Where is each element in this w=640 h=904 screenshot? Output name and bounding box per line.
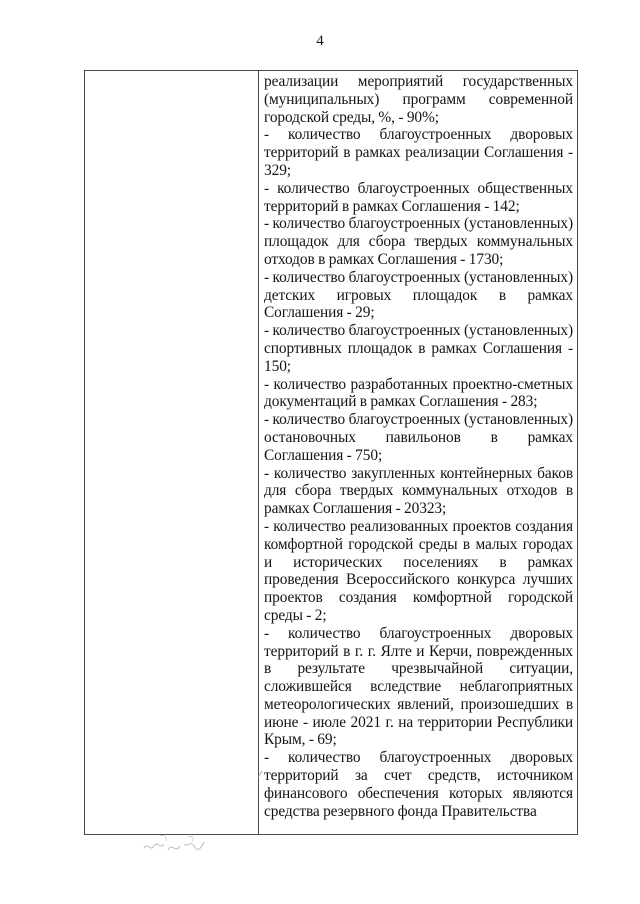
paragraph-item: - количество благоустроенных дворовых территорий в рамках реализации Соглашения - 329; bbox=[264, 126, 573, 179]
table-cell-left bbox=[85, 71, 259, 835]
handwritten-mark bbox=[140, 832, 210, 858]
paragraph-item: - количество благоустроенных (установленных) остановочных павильонов в рамках Соглашения - 750; bbox=[264, 411, 573, 464]
pen-mark bbox=[257, 770, 263, 778]
document-table bbox=[84, 70, 578, 835]
paragraph-item: - количество закупленных контейнерных баков для сбора твердых коммунальных отходов в рамках Соглашения - 20323; bbox=[264, 464, 573, 518]
page-number: 4 bbox=[316, 33, 324, 49]
paragraph-item: - количество благоустроенных общественных территорий в рамках Соглашения - 142; bbox=[264, 179, 573, 215]
paragraph-item: - количество благоустроенных (установленных) площадок для сбора твердых коммунальных отходов в рамках Соглашения - 1730; bbox=[264, 215, 573, 268]
table-row bbox=[85, 71, 578, 835]
paragraph-item: - количество реализованных проектов создания комфортной городской среды в малых городах и исторических поселениях в рамках проведения Всероссийского конкурса лучших проектов создания комфортной городской среды - 2; bbox=[264, 517, 573, 624]
paragraph-item: - количество благоустроенных (установленных) спортивных площадок в рамках Соглашения - 150; bbox=[264, 322, 573, 375]
cell-text-block bbox=[259, 71, 577, 820]
paragraph-item: - количество благоустроенных (установленных) детских игровых площадок в рамках Соглашения - 29; bbox=[264, 268, 573, 322]
paragraph-item: - количество благоустроенных дворовых территорий в г. г. Ялте и Керчи, поврежденных в результате чрезвычайной ситуации, сложившейся вследствие неблагоприятных метеорологических явлений, произошедших в июне - июле 2021 г. на территории Республики Крым, - 69; bbox=[264, 624, 573, 749]
paragraph-item: реализации мероприятий государственных (муниципальных) программ современной городской среды, %, - 90%; bbox=[264, 73, 573, 126]
paragraph-item: - количество благоустроенных дворовых территорий за счет средств, источником финансового обеспечения которых являются средства резервного фонда Правительства bbox=[264, 749, 573, 820]
table-cell-right bbox=[259, 71, 578, 835]
paragraph-item: - количество разработанных проектно-сметных документаций в рамках Соглашения - 283; bbox=[264, 375, 573, 411]
